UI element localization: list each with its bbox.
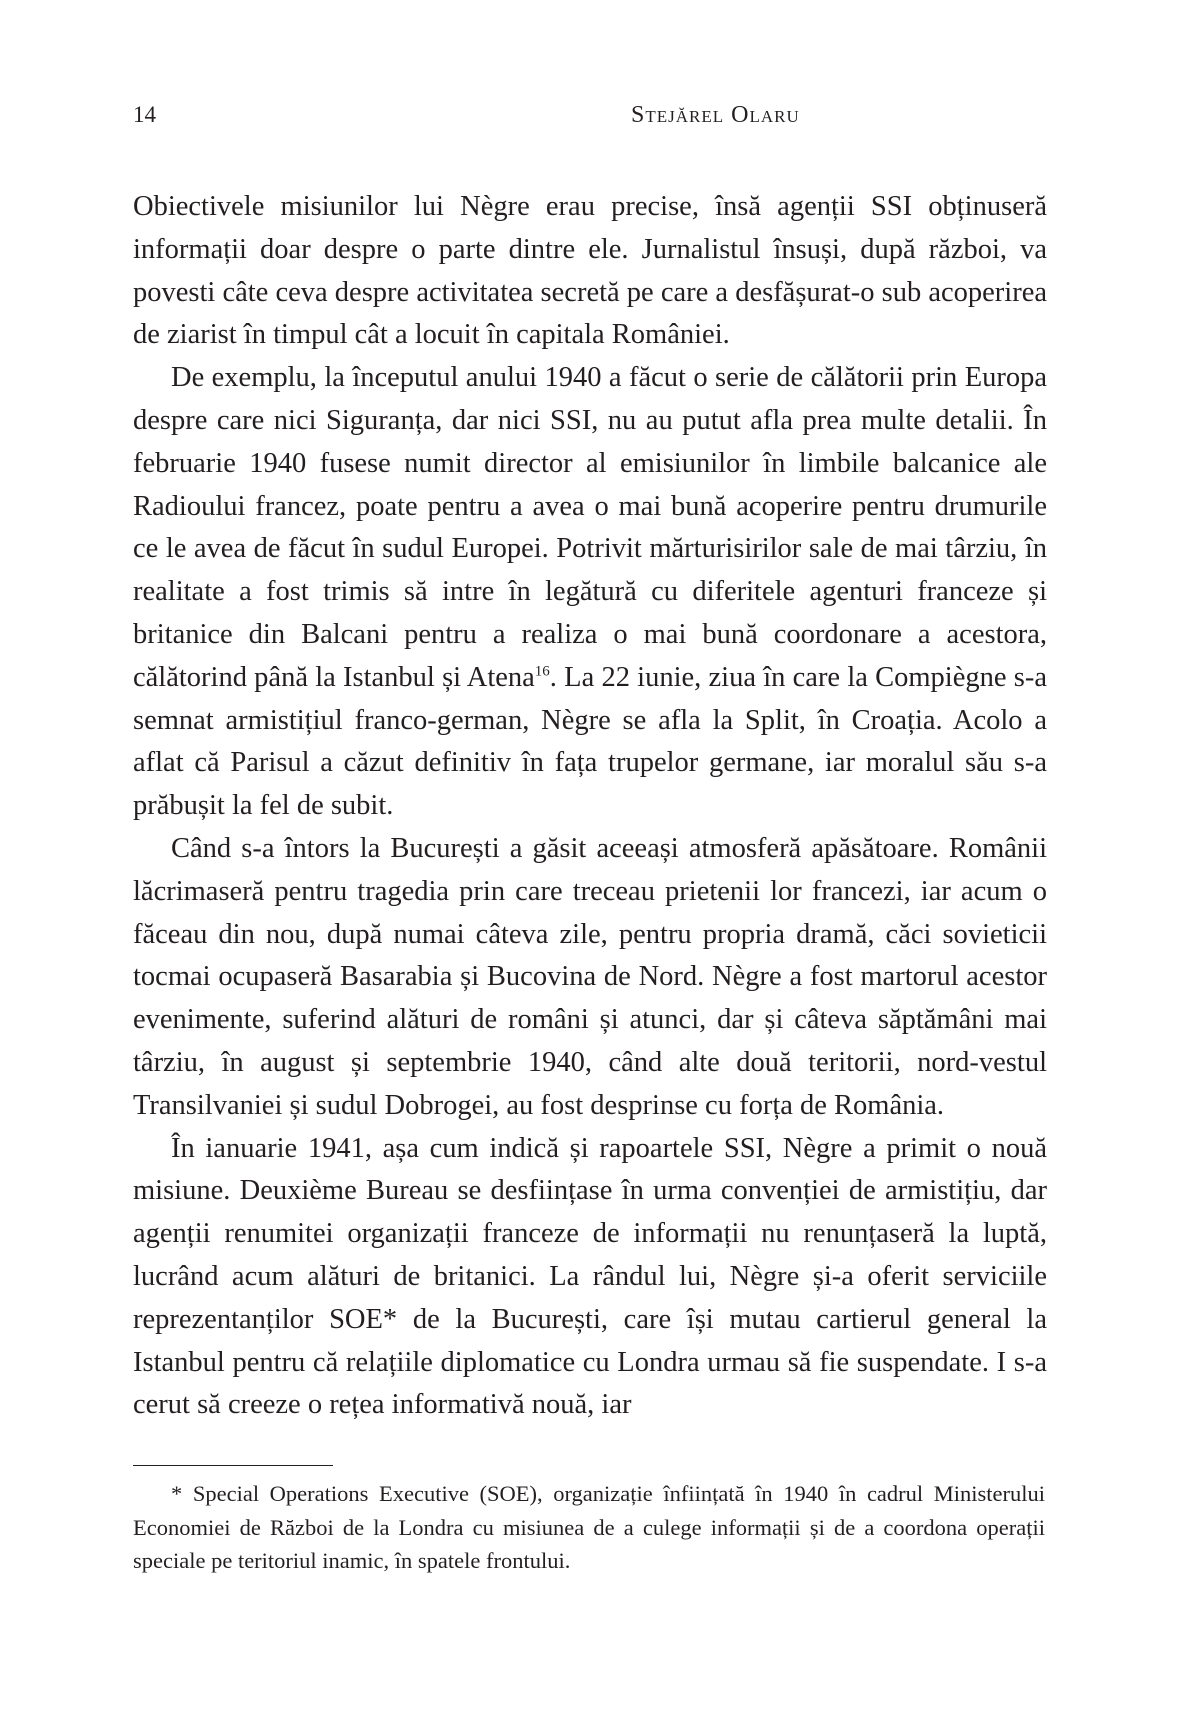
paragraph-4: În ianuarie 1941, așa cum indică și rapoartele SSI, Nègre a primit o nouă misiune. Deuxième Bureau se desființase în urma convenției de armistițiu, dar agenții renumitei organizații franceze de informații nu renunțaseră la luptă, lucrând acum alături de britanici. La rândul lui, Nègre și-a oferit serviciile reprezentanților SOE* de la București, care își mutau cartierul general la Istanbul pentru că relațiile diplomatice cu Londra urmau să fie suspendate. I s-a cerut să creeze o rețea informativă nouă, iar xyxy=(133,1132,1047,1421)
page-header xyxy=(133,102,1049,142)
footnote-soe: * Special Operations Executive (SOE), organizație înființată în 1940 în cadrul Ministerului Economiei de Război de la Londra cu misiunea de a culege informații și de a coordona operații speciale pe teritoriul inamic, în spatele frontului. xyxy=(133,1481,1045,1573)
body-text xyxy=(133,186,1047,1427)
paragraph-2-text-after-note: . La 22 iunie, ziua în care la Compiègne s-a semnat armistițiul franco-german, Nègre se afla la Split, în Croația. Acolo a aflat că Parisul a căzut definitiv în fața trupelor germane, iar moralul său s-a prăbușit la fel de subit. xyxy=(133,661,1047,822)
footnote-divider xyxy=(133,1465,333,1466)
running-head-author: Stejărel Olaru xyxy=(631,102,800,128)
paragraph-2-text-before-note: De exemplu, la începutul anului 1940 a făcut o serie de călătorii prin Europa despre care nici Siguranța, dar nici SSI, nu au putut afla prea multe detalii. În februarie 1940 fusese numit director al emisiunilor în limbile balcanice ale Radioului francez, poate pentru a avea o mai bună acoperire pentru drumurile ce le avea de făcut în sudul Europei. Potrivit mărturisirilor sale de mai târziu, în realitate a fost trimis să intre în legătură cu diferitele agenturi franceze și britanice din Balcani pentru a realiza o mai bună coordonare a acestora, călătorind până la Istanbul și Atena xyxy=(133,362,1047,693)
paragraph-1: Obiectivele misiunilor lui Nègre erau precise, însă agenții SSI obținuseră informații doar despre o parte dintre ele. Jurnalistul însuși, după război, va povesti câte ceva despre activitatea secretă pe care a desfășurat-o sub acoperirea de ziarist în timpul cât a locuit în capitala României. xyxy=(133,191,1047,351)
page-number: 14 xyxy=(133,102,156,127)
footnote-reference-16: 16 xyxy=(534,663,550,680)
paragraph-2 xyxy=(133,357,1047,828)
paragraph-3: Când s-a întors la București a găsit aceeași atmosferă apăsătoare. Românii lăcrimaseră pentru tragedia prin care treceau prietenii lor francezi, iar acum o făceau din nou, după numai câteva zile, pentru propria dramă, căci sovieticii tocmai ocupaseră Basarabia și Bucovina de Nord. Nègre a fost martorul acestor evenimente, suferind alături de români și atunci, dar și câteva săptămâni mai târziu, în august și septembrie 1940, când alte două teritorii, nord-vestul Transilvaniei și sudul Dobrogei, au fost desprinse cu forța de România. xyxy=(133,832,1047,1121)
